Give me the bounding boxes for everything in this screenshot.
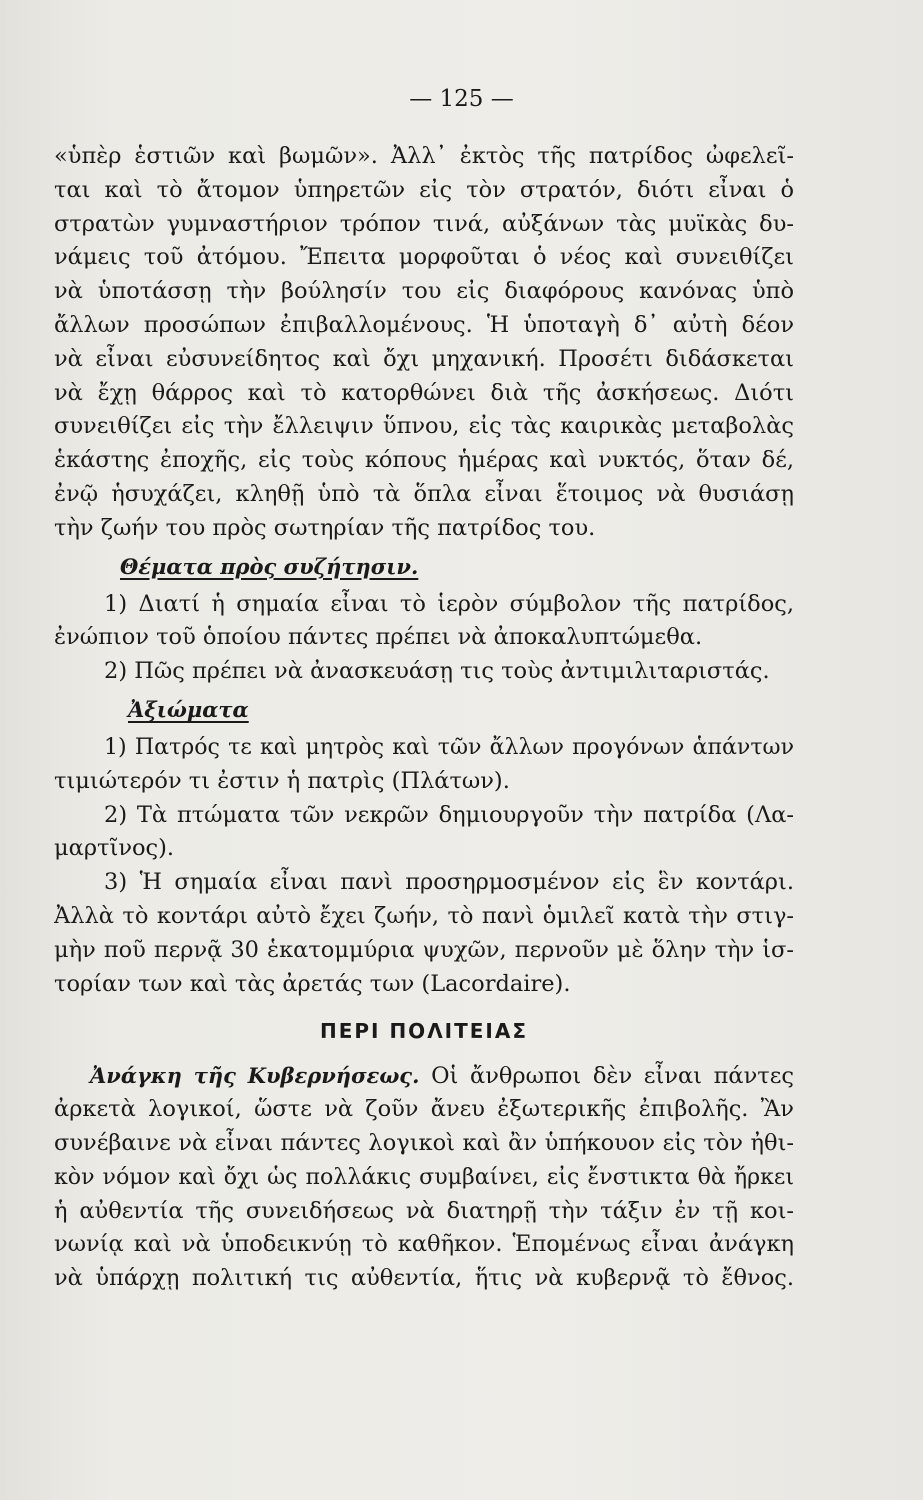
text-line: νὰ ὑπάρχῃ πολιτική τις αὐθεντία, ἥτις νὰ κυβερνᾷ τὸ ἔθνος. (54, 1265, 794, 1292)
list-item-continuation: Ἀλλὰ τὸ κοντάρι αὐτὸ ἔχει ζωήν, τὸ πανὶ ὁμιλεῖ κατὰ τὴν στιγ- (54, 902, 794, 929)
text-line: ἐνῷ ἡσυχάζει, κληθῇ ὑπὸ τὰ ὅπλα εἶναι ἕτοιμος νὰ θυσιάσῃ (54, 480, 794, 507)
text-line: ἄλλων προσώπων ἐπιβαλλομένους. Ἡ ὑποταγὴ δ᾽ αὐτὴ δέον (54, 311, 794, 338)
list-item: 3) Ἡ σημαία εἶναι πανὶ προσηρμοσμένον εἰς ἓν κοντάρι. (104, 869, 794, 896)
text-line: κὸν νόμον καὶ ὄχι ὡς πολλάκις συμβαίνει, εἰς ἔνστικτα θὰ ἤρκει (54, 1163, 794, 1190)
text-line: νὰ ὑποτάσσῃ τὴν βούλησίν του εἰς διαφόρους κανόνας ὑπὸ (54, 278, 794, 305)
list-item-continuation: μὴν ποῦ περνᾷ 30 ἑκατομμύρια ψυχῶν, περνοῦν μὲ ὅλην τὴν ἱσ- (54, 936, 794, 963)
page-body (54, 140, 794, 1296)
page-number: — 125 — (409, 86, 514, 112)
text-line: συνειθίζει εἰς τὴν ἔλλειψιν ὕπνου, εἰς τὰς καιρικὰς μεταβολὰς (54, 413, 794, 440)
paragraph-lead: Ἀνάγκη τῆς Κυβερνήσεως. (90, 1063, 420, 1089)
list-item: 1) Διατί ἡ σημαία εἶναι τὸ ἱερὸν σύμβολον τῆς πατρίδος, (104, 590, 794, 617)
text-line: τὴν ζωήν του πρὸς σωτηρίαν τῆς πατρίδος του. (54, 514, 596, 541)
list-item-continuation: τορίαν των καὶ τὰς ἀρετάς των (Lacordaire). (54, 970, 571, 997)
text-line: νὰ ἔχῃ θάρρος καὶ τὸ κατορθώνει διὰ τῆς ἀσκήσεως. Διότι (54, 379, 794, 406)
text-line: ἑκάστης ἐποχῆς, εἰς τοὺς κόπους ἡμέρας καὶ νυκτός, ὅταν δέ, (54, 447, 794, 474)
list-item: 2) Τὰ πτώματα τῶν νεκρῶν δημιουργοῦν τὴν πατρίδα (Λα- (104, 801, 794, 828)
text-line: νὰ εἶναι εὐσυνείδητος καὶ ὄχι μηχανική. Προσέτι διδάσκεται (54, 345, 794, 372)
text-line: νωνίᾳ καὶ νὰ ὑποδεικνύῃ τὸ καθῆκον. Ἑπομένως εἶναι ἀνάγκη (54, 1231, 794, 1258)
heading-discussion-topics: Θέματα πρὸς συζήτησιν. (120, 553, 419, 579)
text-line (54, 1059, 794, 1093)
text-run: Οἱ ἄνθρωποι δὲν εἶναι πάντες (431, 1063, 794, 1090)
text-line: ται καὶ τὸ ἄτομον ὑπηρετῶν εἰς τὸν στρατόν, διότι εἶναι ὁ (54, 176, 794, 203)
text-line: «ὑπὲρ ἑστιῶν καὶ βωμῶν». Ἀλλ᾽ ἐκτὸς τῆς πατρίδος ὠφελεῖ- (54, 143, 794, 169)
text-line: στρατὼν γυμναστήριον τρόπον τινά, αὐξάνων τὰς μυϊκὰς δυ- (54, 210, 794, 237)
text-line: ἡ αὐθεντία τῆς συνειδήσεως νὰ διατηρῇ τὴν τάξιν ἐν τῇ κοι- (54, 1197, 794, 1224)
text-line: συνέβαινε νὰ εἶναι πάντες λογικοὶ καὶ ἂν ὑπήκουον εἰς τὸν ἠθι- (54, 1129, 794, 1156)
heading-axioms: Ἀξιώματα (128, 696, 249, 722)
paragraph-army-benefits (54, 140, 794, 546)
list-item-continuation: ἐνώπιον τοῦ ὁποίου πάντες πρέπει νὰ ἀποκαλυπτώμεθα. (54, 624, 703, 651)
list-item: 2) Πῶς πρέπει νὰ ἀνασκευάσῃ τις τοὺς ἀντιμιλιταριστάς. (104, 658, 770, 685)
axioms-list (54, 731, 794, 1001)
list-item-continuation: τιμιώτερόν τι ἐστιν ἡ πατρὶς (Πλάτων). (54, 767, 510, 794)
discussion-topics-list (54, 588, 794, 689)
text-line: ἀρκετὰ λογικοί, ὥστε νὰ ζοῦν ἄνευ ἐξωτερικῆς ἐπιβολῆς. Ἂν (54, 1096, 794, 1123)
list-item: 1) Πατρός τε καὶ μητρὸς καὶ τῶν ἄλλων προγόνων ἁπάντων (104, 733, 794, 760)
paragraph-government-necessity (54, 1059, 794, 1296)
section-title: ΠΕΡΙ ΠΟΛΙΤΕΙΑΣ (319, 1019, 528, 1044)
text-line: νάμεις τοῦ ἀτόμου. Ἔπειτα μορφοῦται ὁ νέος καὶ συνειθίζει (54, 244, 794, 271)
list-item-continuation: μαρτῖνος). (54, 835, 175, 862)
